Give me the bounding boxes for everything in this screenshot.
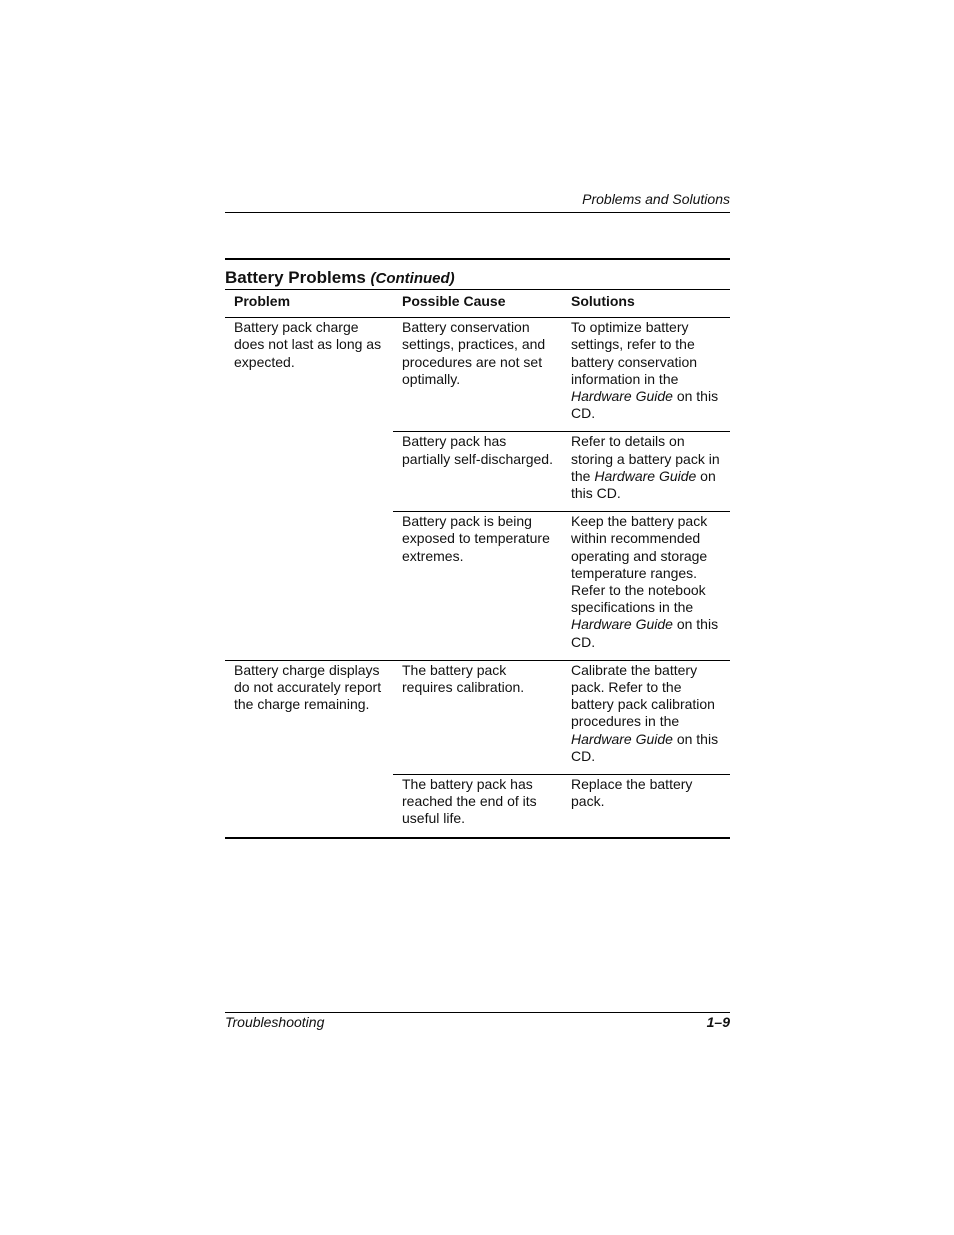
cause-cell: The battery pack requires calibration. [393,660,562,774]
solution-cell [562,318,730,432]
problem-cell: Battery charge displays do not accurately report the charge remaining. [225,660,393,837]
solution-reference: Hardware Guide [594,467,697,484]
solution-text-end: on this CD. [571,467,716,502]
header-rule [225,212,730,213]
solution-text: To optimize battery settings, refer to the battery conservation information in the [571,319,698,387]
cause-cell: Battery conservation settings, practices, and procedures are not set optimally. [393,318,562,432]
cause-cell: Battery pack is being exposed to temperature extremes. [393,512,562,661]
solution-text-end: on this CD. [571,730,719,764]
solution-text-end: on this CD. [571,616,719,650]
footer-rule [225,1012,730,1013]
running-head-title: Problems and Solutions [582,191,730,207]
cause-cell: Battery pack has partially self-discharged. [393,432,562,512]
footer-section-title: Troubleshooting [225,1014,325,1030]
solution-cell [562,660,730,774]
table-row [225,318,730,432]
table-title-continued: (Continued) [370,270,455,287]
solution-reference: Hardware Guide [571,388,673,405]
column-header-cause: Possible Cause [393,290,562,318]
footer-page-number: 1–9 [706,1014,730,1030]
column-header-solutions: Solutions [562,290,730,318]
solution-cell [562,432,730,512]
table-top-rule [225,258,730,260]
battery-problems-table [225,289,730,839]
column-header-problem: Problem [225,290,393,318]
problem-cell: Battery pack charge does not last as long as expected. [225,318,393,661]
solution-reference: Hardware Guide [571,730,673,747]
table-title [225,268,455,288]
cause-cell: The battery pack has reached the end of its useful life. [393,775,562,838]
solution-text: Replace the battery pack. [571,776,693,810]
solution-reference: Hardware Guide [571,616,673,633]
solution-cell [562,512,730,661]
solution-text-end: on this CD. [571,388,719,422]
table-title-text: Battery Problems [225,268,366,287]
solution-text: Calibrate the battery pack. Refer to the battery pack calibration procedures in the [571,661,715,730]
solution-cell [562,775,730,838]
table-row [225,660,730,774]
solution-text: Keep the battery pack within recommended operating and storage temperature ranges. Refer to the notebook specifications in the [571,513,708,616]
table-header-row [225,290,730,318]
solution-text: Refer to details on storing a battery pack in the [571,433,720,484]
